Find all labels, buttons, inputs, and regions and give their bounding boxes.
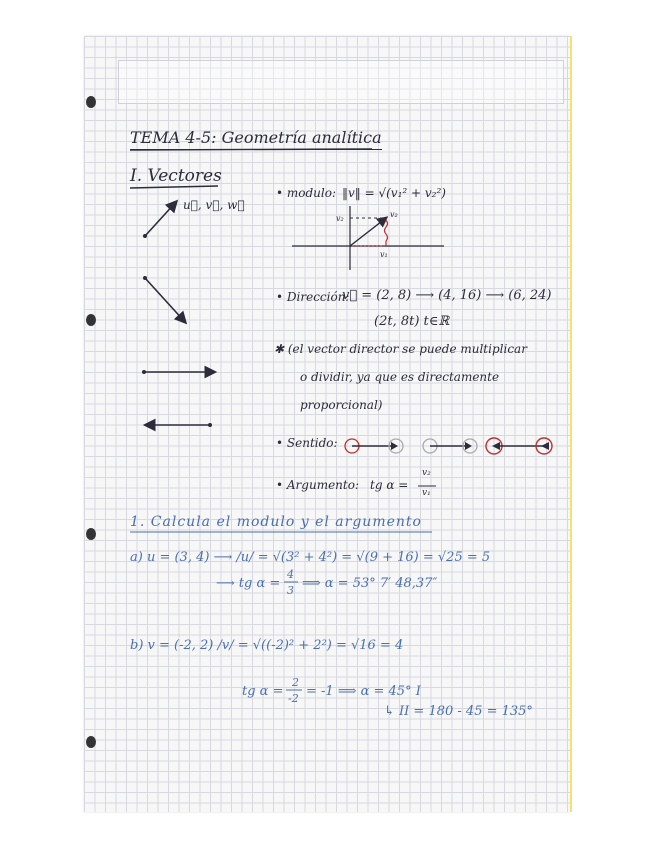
direccion-note2: o dividir, ya que es directamente: [300, 370, 500, 384]
axis-label-v2: v₂: [336, 214, 344, 223]
exercise-b-frac-num: 2: [292, 676, 299, 689]
direccion-line2: (2t, 8t) t∈ℝ: [374, 314, 450, 329]
axis-label-v1: v₁: [380, 250, 388, 259]
direccion-label: • Dirección:: [276, 290, 350, 304]
modulo-label: • modulo:: [276, 186, 337, 200]
exercise-b-line2: tg α =: [242, 684, 284, 699]
direccion-note3: proporcional): [300, 398, 383, 412]
modulo-diagram: [292, 206, 444, 270]
exercise-a-frac-num: 4: [287, 568, 294, 581]
exercise-b-line2-rest: = -1 ⟹ α = 45° I: [306, 684, 421, 699]
section-underline: [130, 186, 218, 188]
section-heading: I. Vectores: [130, 166, 222, 186]
exercise-a-line1: a) u = (3, 4) ⟶ /u/ = √(3² + 4²) = √(9 + 16) = √25 = 5: [130, 550, 491, 565]
vector-names: u⃗, v⃗, w⃗: [183, 198, 245, 212]
exercise-a-line2-rest: ⟹ α = 53° 7′ 48,37″: [302, 576, 438, 591]
exercise-a-line2: ⟶ tg α =: [216, 576, 281, 591]
exercise-b-line1: b) v = (-2, 2) /v/ = √((-2)² + 2²) = √16 = 4: [130, 638, 404, 653]
sentido-label: • Sentido:: [276, 436, 338, 450]
modulo-formula: ‖v‖ = √(v₁² + v₂²): [342, 186, 446, 200]
diagram-label-v2: v₂: [390, 210, 398, 219]
argumento-numerator: v₂: [422, 468, 431, 478]
title-underline: [130, 149, 372, 150]
direccion-line1: v⃗ = (2, 8) ⟶ (4, 16) ⟶ (6, 24): [342, 288, 552, 303]
sentido-arrows: [345, 438, 552, 454]
vector-examples: [142, 202, 214, 427]
argumento-label: • Argumento:: [276, 478, 360, 492]
exercise-a-frac-den: 3: [287, 584, 294, 597]
argumento-denominator: v₁: [422, 488, 431, 498]
exercise-b-line3: ↳ II = 180 - 45 = 135°: [384, 704, 533, 719]
exercise-b-frac-den: -2: [288, 692, 299, 705]
argumento-lhs: tg α =: [370, 478, 409, 492]
exercise-title: 1. Calcula el modulo y el argumento: [130, 514, 422, 530]
page-title: TEMA 4-5: Geometría analítica: [130, 128, 382, 150]
direccion-note1: ✱ (el vector director se puede multiplicar: [274, 342, 527, 356]
